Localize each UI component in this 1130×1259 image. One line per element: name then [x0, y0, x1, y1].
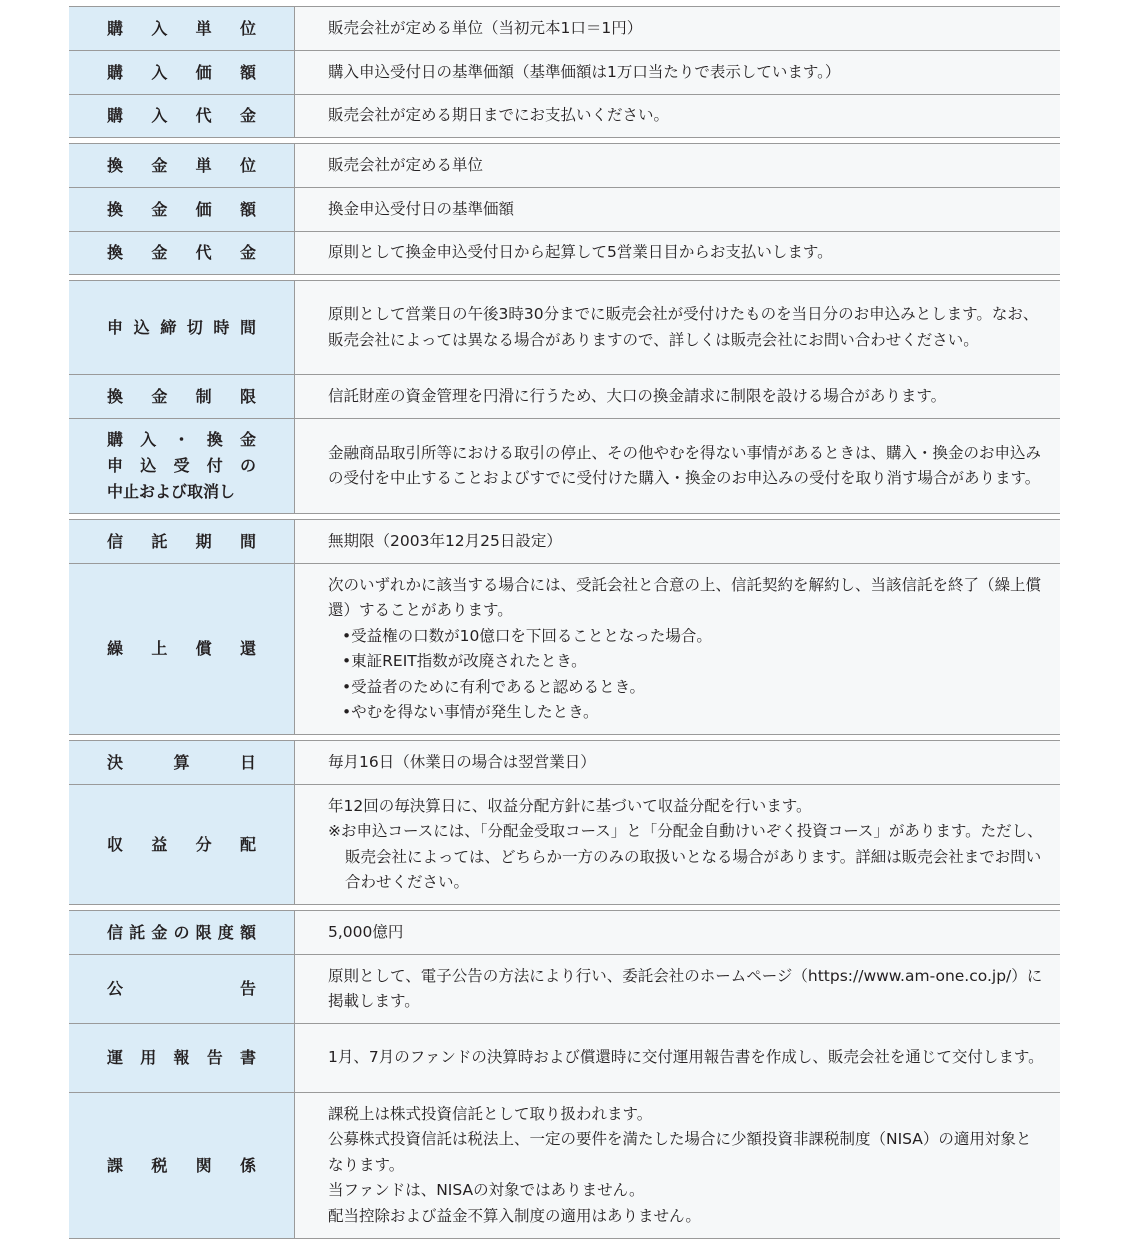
label-char: 金 — [239, 243, 256, 262]
label-char: 購 — [107, 62, 124, 82]
content-paragraph: 原則として、電子公告の方法により行い、委託会社のホームページ（https://www.am-one.co.jp/）に掲載します。 — [328, 966, 1043, 1010]
label-char: 告 — [206, 1048, 223, 1067]
label-char: 購 — [107, 430, 124, 449]
content-paragraph: •やむを得ない事情が発生したとき。 — [342, 703, 599, 721]
label-char: の — [173, 922, 190, 942]
label-char: 中止および取消し — [107, 482, 236, 501]
label-char: 位 — [239, 155, 256, 175]
label-char: 換 — [107, 243, 124, 262]
content-paragraph: 販売会社が定める単位（当初元本1口＝1円） — [328, 18, 643, 37]
content-paragraph: •東証REIT指数が改廃されたとき。 — [342, 652, 587, 670]
label-char: 償 — [195, 639, 212, 658]
row-content — [295, 188, 1060, 231]
label-char: 入 — [151, 106, 168, 125]
table-row — [69, 281, 1060, 375]
content-paragraph: 年12回の毎決算日に、収益分配方針に基づいて収益分配を行います。 — [328, 796, 812, 815]
row-label — [69, 51, 295, 94]
label-char: 購 — [107, 18, 124, 38]
row-label — [69, 1093, 295, 1238]
row-content — [295, 144, 1060, 187]
table-row — [69, 144, 1060, 188]
label-char: 入 — [151, 62, 168, 82]
row-content — [295, 1024, 1060, 1092]
label-char: 価 — [195, 62, 212, 82]
row-content — [295, 7, 1060, 50]
label-char: 価 — [195, 199, 212, 219]
label-char: 間 — [239, 531, 256, 551]
table-row — [69, 911, 1060, 955]
row-content — [295, 955, 1060, 1023]
label-char: 受 — [173, 456, 190, 475]
label-char: 託 — [129, 922, 146, 942]
label-char: 切 — [186, 317, 203, 337]
label-char: 金 — [151, 243, 168, 262]
row-content — [295, 95, 1060, 137]
content-paragraph: 無期限（2003年12月25日設定） — [328, 531, 562, 550]
label-char: 額 — [239, 62, 256, 82]
label-char: 購 — [107, 106, 124, 125]
label-char: 報 — [173, 1048, 190, 1067]
label-char: 位 — [239, 18, 256, 38]
label-char: 込 — [140, 456, 157, 475]
table-row — [69, 95, 1060, 138]
table-row — [69, 741, 1060, 785]
label-char: 託 — [151, 531, 168, 551]
label-char: 金 — [151, 386, 168, 406]
label-char: 額 — [239, 922, 256, 942]
row-label — [69, 520, 295, 563]
label-char: 申 — [107, 317, 124, 337]
label-char: 付 — [206, 456, 223, 475]
row-label — [69, 281, 295, 374]
content-paragraph: 5,000億円 — [328, 922, 404, 941]
label-char: 金 — [151, 155, 168, 175]
label-char: 金 — [239, 106, 256, 125]
content-paragraph: •受益権の口数が10億口を下回ることとなった場合。 — [342, 626, 712, 645]
content-paragraph: 課税上は株式投資信託として取り扱われます。 — [328, 1104, 653, 1123]
label-char: 入 — [140, 430, 157, 449]
table-row — [69, 232, 1060, 275]
content-paragraph: 当ファンドは、NISAの対象ではありません。 — [328, 1181, 645, 1200]
label-char: 算 — [173, 752, 190, 772]
fund-terms-table — [69, 6, 1060, 1239]
content-paragraph: 原則として営業日の午後3時30分までに販売会社が受付けたものを当日分のお申込みとします。なお、販売会社によっては異なる場合がありますので、詳しくは販売会社にお問い合わせください。 — [328, 305, 1039, 349]
row-label — [69, 232, 295, 274]
label-char: 換 — [107, 155, 124, 175]
row-content — [295, 232, 1060, 274]
content-paragraph: 次のいずれかに該当する場合には、受託会社と合意の上、信託契約を解約し、当該信託を終了（繰上償還）することがあります。 — [328, 575, 1042, 619]
row-content — [295, 564, 1060, 734]
content-paragraph: 信託財産の資金管理を円滑に行うため、大口の換金請求に制限を設ける場合があります。 — [328, 386, 947, 405]
row-label — [69, 188, 295, 231]
table-row — [69, 955, 1060, 1024]
label-char: 代 — [195, 106, 212, 125]
label-char: 金 — [151, 199, 168, 219]
table-row — [69, 564, 1060, 735]
row-label — [69, 95, 295, 137]
label-char: 額 — [239, 199, 256, 219]
label-char: 日 — [239, 752, 256, 772]
row-content — [295, 741, 1060, 784]
table-row — [69, 51, 1060, 95]
label-char: 告 — [239, 979, 256, 998]
row-label — [69, 741, 295, 784]
row-content — [295, 785, 1060, 904]
table-row — [69, 419, 1060, 514]
row-label — [69, 7, 295, 50]
label-char: 締 — [160, 317, 177, 337]
label-char: 分 — [195, 834, 212, 854]
table-row — [69, 7, 1060, 51]
row-label — [69, 419, 295, 513]
row-content — [295, 375, 1060, 418]
content-paragraph: 換金申込受付日の基準価額 — [328, 199, 515, 218]
label-char: 度 — [217, 922, 234, 942]
row-content — [295, 1093, 1060, 1238]
label-char: 上 — [151, 639, 168, 658]
content-paragraph: 毎月16日（休業日の場合は翌営業日） — [328, 752, 596, 771]
label-char: 込 — [133, 317, 150, 337]
label-char: 期 — [195, 531, 212, 551]
label-char: 代 — [195, 243, 212, 262]
table-row — [69, 1093, 1060, 1239]
table-row — [69, 188, 1060, 232]
label-char: 換 — [107, 386, 124, 406]
content-paragraph: 公募株式投資信託は税法上、一定の要件を満たした場合に少額投資非課税制度（NISA）の適用対象となります。 — [328, 1130, 1032, 1174]
label-char: 金 — [151, 922, 168, 942]
label-char: 単 — [195, 18, 212, 38]
label-char: 決 — [107, 752, 124, 772]
content-paragraph: 販売会社が定める期日までにお支払いください。 — [328, 106, 670, 125]
content-paragraph: 配当控除および益金不算入制度の適用はありません。 — [328, 1206, 701, 1225]
label-char: 収 — [107, 834, 124, 854]
content-paragraph: 金融商品取引所等における取引の停止、その他やむを得ない事情があるときは、購入・換金のお申込みの受付を中止することおよびすでに受付けた購入・換金のお申込みの受付を取り消す場合があります。 — [328, 443, 1042, 487]
label-char: 金 — [239, 430, 256, 449]
label-char: 限 — [195, 922, 212, 942]
label-char: ・ — [173, 430, 190, 449]
label-char: 繰 — [107, 639, 124, 658]
label-char: 換 — [206, 430, 223, 449]
label-char: 制 — [195, 386, 212, 406]
row-content — [295, 51, 1060, 94]
row-label — [69, 564, 295, 734]
content-paragraph: 購入申込受付日の基準価額（基準価額は1万口当たりで表示しています。） — [328, 62, 841, 81]
row-content — [295, 419, 1060, 513]
content-paragraph: 原則として換金申込受付日から起算して5営業日目からお支払いします。 — [328, 243, 833, 262]
row-label — [69, 375, 295, 418]
label-char: 運 — [107, 1048, 124, 1067]
content-paragraph: •受益者のために有利であると認めるとき。 — [342, 677, 646, 696]
label-char: 換 — [107, 199, 124, 219]
label-char: 係 — [239, 1155, 256, 1175]
label-char: 課 — [107, 1155, 124, 1175]
label-char: 関 — [195, 1155, 212, 1175]
row-content — [295, 281, 1060, 374]
label-char: 信 — [107, 531, 124, 551]
label-char: 間 — [239, 317, 256, 337]
label-char: 単 — [195, 155, 212, 175]
row-label — [69, 1024, 295, 1092]
label-char: 公 — [107, 979, 124, 998]
table-row — [69, 1024, 1060, 1093]
label-char: 書 — [239, 1048, 256, 1067]
label-char: の — [239, 456, 256, 475]
label-char: 用 — [140, 1048, 157, 1067]
label-char: 還 — [239, 639, 256, 658]
content-paragraph: 販売会社が定める単位 — [328, 155, 484, 174]
row-label — [69, 911, 295, 954]
content-paragraph: ※お申込コースには、「分配金受取コース」と「分配金自動けいぞく投資コース」があります。ただし、販売会社によっては、どちらか一方のみの取扱いとなる場合があります。詳細は販売会社までお問い合わせください。 — [328, 822, 1043, 891]
table-row — [69, 785, 1060, 905]
table-row — [69, 520, 1060, 564]
label-char: 限 — [239, 386, 256, 406]
row-label — [69, 144, 295, 187]
label-char: 入 — [151, 18, 168, 38]
row-content — [295, 520, 1060, 563]
row-label — [69, 955, 295, 1023]
table-row — [69, 375, 1060, 419]
label-char: 税 — [151, 1155, 168, 1175]
row-label — [69, 785, 295, 904]
row-content — [295, 911, 1060, 954]
label-char: 時 — [213, 317, 230, 337]
label-char: 益 — [151, 834, 168, 854]
label-char: 信 — [107, 922, 124, 942]
label-char: 申 — [107, 456, 124, 475]
label-char: 配 — [239, 834, 256, 854]
content-paragraph: 1月、7月のファンドの決算時および償還時に交付運用報告書を作成し、販売会社を通じて交付します。 — [328, 1048, 1044, 1067]
